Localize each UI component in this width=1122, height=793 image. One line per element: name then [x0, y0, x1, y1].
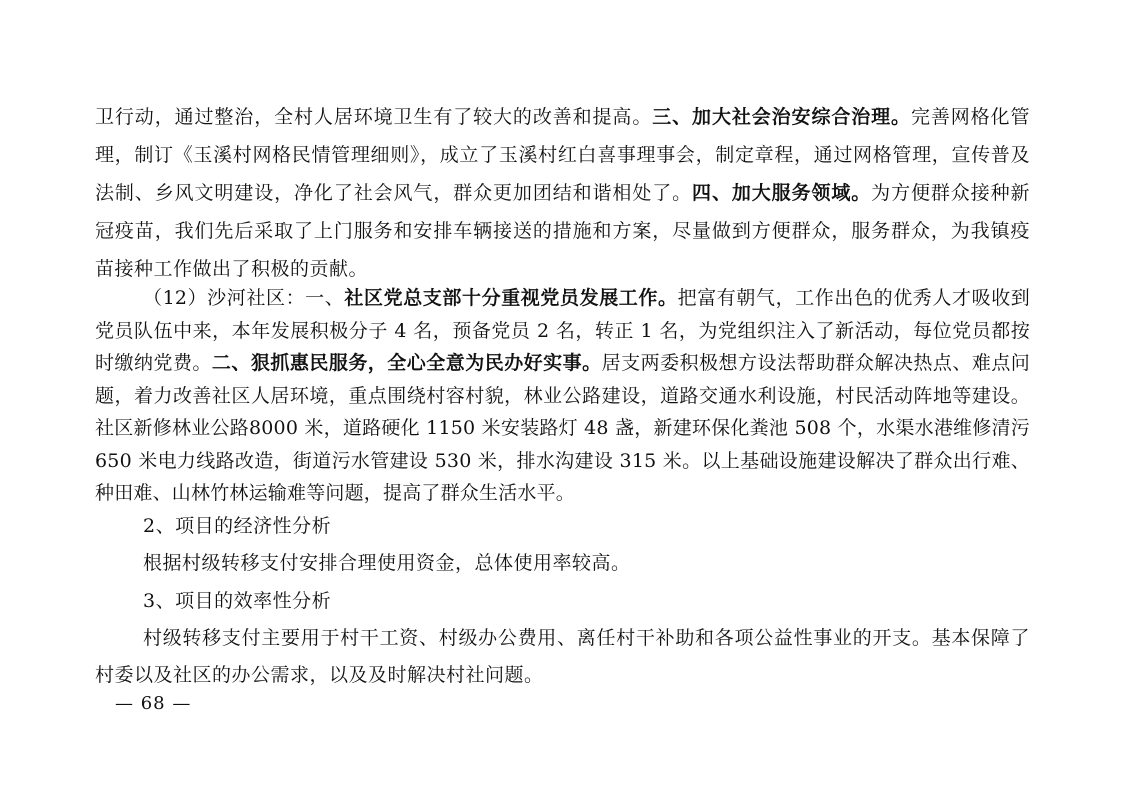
bold-heading-party-development: 社区党总支部十分重视党员发展工作。: [344, 287, 678, 309]
paragraph-text: （12）沙河社区：一、: [143, 287, 345, 309]
paragraph-text: 把富有朝气，工作出色的优秀人才吸收到党员队伍中来，本年发展积极分子 4 名，预备党员 2 名，转正 1 名，为党组织注入了新活动，每位党员都按时缴纳党费。: [95, 287, 1030, 374]
section-text-efficiency: 村级转移支付主要用于村干工资、村级办公费用、离任村干补助和各项公益性事业的开支。基本保障了村委以及社区的办公需求，以及及时解决村社问题。: [95, 627, 1030, 686]
section-heading-economy: 2、项目的经济性分析: [143, 515, 332, 537]
bold-heading-public-security: 三、加大社会治安综合治理。: [652, 106, 911, 128]
section-text-economy: 根据村级转移支付安排合理使用资金，总体使用率较高。: [143, 552, 631, 574]
paragraph-yuxi-village-continued: [95, 98, 1030, 288]
paragraph-shahe-community: [95, 282, 1030, 510]
section-heading-efficiency: 3、项目的效率性分析: [143, 590, 332, 612]
paragraph-text: 卫行动，通过整治，全村人居环境卫生有了较大的改善和提高。: [95, 106, 653, 128]
paragraph-text: 居支两委积极想方设法帮助群众解决热点、难点问题，着力改善社区人居环境，重点围绕村容村貌，林业公路建设，道路交通水利设施，村民活动阵地等建设。社区新修林业公路8000 米，道路硬化 1150 米安装路灯 48 盏，新建环保化粪池 508 个，水渠水港维修清污 650 米电力线路改造，街道污水管建设 530 米，排水沟建设 315 米。以上基础设施建设解决了群众出行难、种田难、山林竹林运输难等问题，提高了群众生活水平。: [95, 352, 1031, 504]
paragraph-text: 为方便群众接种新冠疫苗，我们先后采取了上门服务和安排车辆接送的措施和方案，尽量做到方便群众，服务群众，为我镇疫苗接种工作做出了积极的贡献。: [95, 182, 1030, 280]
page-number: — 68 —: [115, 693, 192, 714]
bold-heading-people-service: 二、狠抓惠民服务，全心全意为民办好实事。: [211, 352, 602, 374]
paragraph-text: 完善网格化管理，制订《玉溪村网格民情管理细则》，成立了玉溪村红白喜事理事会，制定章程，通过网格管理，宣传普及法制、乡风文明建设，净化了社会风气，群众更加团结和谐相处了。: [95, 106, 1030, 204]
bold-heading-service-field: 四、加大服务领域。: [692, 182, 872, 204]
